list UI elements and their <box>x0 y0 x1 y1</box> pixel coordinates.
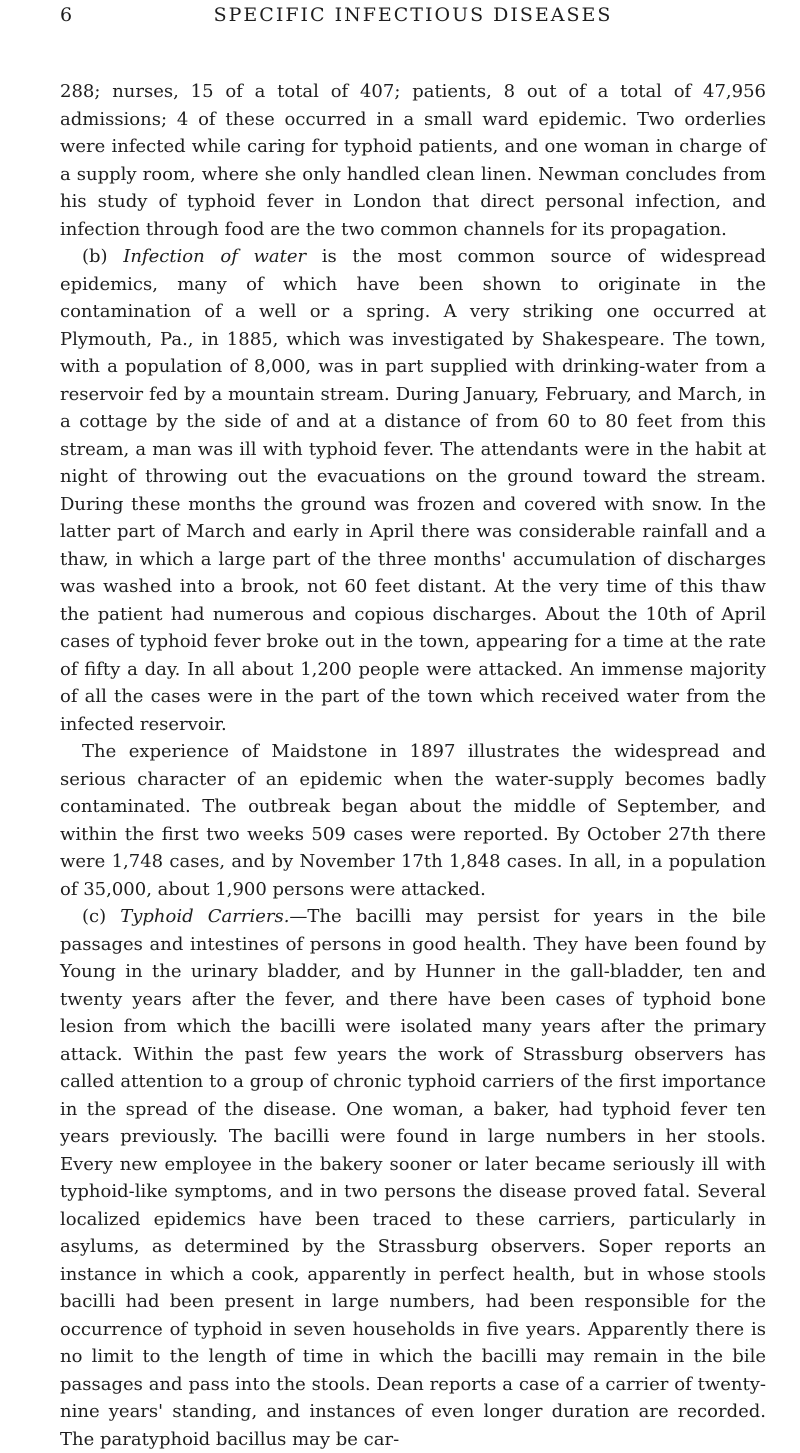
paragraph-text: —The bacilli may persist for years in the bile passages and intestines of persons in good health. They have been found by Young in the urinary bladder, and by Hunner in the gall-bladder, ten and twenty years after the fever, and there have been cases of typhoid bone lesion from which the bacilli were isolated many years after the primary attack. Within the past few years the work of Strassburg observers has called attention to a group of chronic typhoid carriers of the first importance in the spread of the disease. One woman, a baker, had typhoid fever ten years previously. The bacilli were found in large numbers in her stools. Every new employee in the bakery sooner or later became seriously ill with typhoid-like symptoms, and in two persons the disease proved fatal. Several localized epidemics have been traced to these carriers, particularly in asylums, as determined by the Strassburg observers. Soper reports an instance in which a cook, apparently in perfect health, but in whose stools bacilli had been present in large numbers, had been responsible for the occurrence of typhoid in seven households in five years. Apparently there is no limit to the length of time in which the bacilli may remain in the bile passages and pass into the stools. Dean reports a case of a carrier of twenty-nine years' standing, and instances of even longer duration are recorded. The paratyphoid bacillus may be car- <box>60 906 766 1450</box>
book-page <box>60 0 766 1453</box>
paragraph-typhoid-carriers <box>60 903 766 1453</box>
paragraph-continued: 288; nurses, 15 of a total of 407; patients, 8 out of a total of 47,956 admissions; 4 of these occurred in a small ward epidemic. Two orderlies were infected while caring for typhoid patients, and one woman in charge of a supply room, where she only handled clean linen. Newman concludes from his study of typhoid fever in London that direct personal infection, and infection through food are the two common channels for its propagation. <box>60 81 766 240</box>
section-heading: Typhoid Carriers. <box>120 906 290 927</box>
paragraph-infection-of-water <box>60 243 766 738</box>
body-text <box>60 78 766 1453</box>
section-label: (b) <box>82 246 108 267</box>
running-header <box>60 4 766 34</box>
section-label: (c) <box>82 906 107 927</box>
paragraph-text: is the most common source of widespread epidemics, many of which have been shown to originate in the contamination of a well or a spring. A very striking one occurred at Plymouth, Pa., in 1885, which was investigated by Shakespeare. The town, with a population of 8,000, was in part supplied with drinking-water from a reservoir fed by a mountain stream. During January, February, and March, in a cottage by the side of and at a distance of from 60 to 80 feet from this stream, a man was ill with typhoid fever. The attendants were in the habit at night of throwing out the evacuations on the ground toward the stream. During these months the ground was frozen and covered with snow. In the latter part of March and early in April there was considerable rainfall and a thaw, in which a large part of the three months' accumulation of discharges was washed into a brook, not 60 feet distant. At the very time of this thaw the patient had numerous and copious discharges. About the 10th of April cases of typhoid fever broke out in the town, appearing for a time at the rate of fifty a day. In all about 1,200 people were attacked. An immense majority of all the cases were in the part of the town which received water from the infected reservoir. <box>60 246 767 735</box>
page-number: 6 <box>60 4 75 26</box>
section-heading: Infection of water <box>123 246 307 267</box>
running-title: SPECIFIC INFECTIOUS DISEASES <box>213 4 613 26</box>
paragraph-maidstone: The experience of Maidstone in 1897 illustrates the widespread and serious character of an epidemic when the water-supply becomes badly contaminated. The outbreak began about the middle of September, and within the first two weeks 509 cases were reported. By October 27th there were 1,748 cases, and by November 17th 1,848 cases. In all, in a population of 35,000, about 1,900 persons were attacked. <box>60 741 766 900</box>
